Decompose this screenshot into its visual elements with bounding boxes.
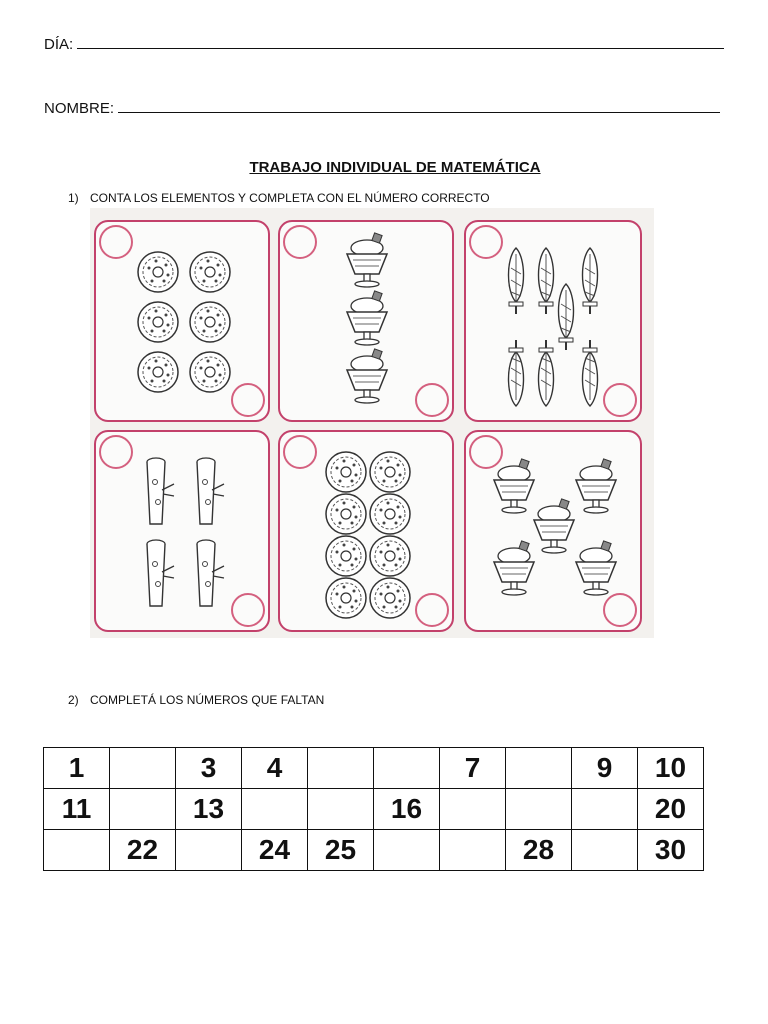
grid-cell: 30 xyxy=(638,830,704,871)
grid-cell: 22 xyxy=(110,830,176,871)
day-field xyxy=(44,36,724,53)
grid-cell-empty[interactable] xyxy=(572,830,638,871)
name-field xyxy=(44,100,720,117)
log-icon xyxy=(96,432,272,634)
grid-cell: 25 xyxy=(308,830,374,871)
grid-cell: 4 xyxy=(242,748,308,789)
grid-cell: 28 xyxy=(506,830,572,871)
grid-cell-empty[interactable] xyxy=(308,748,374,789)
grid-row xyxy=(44,748,704,789)
feather-icon xyxy=(466,222,644,424)
card-donuts-6 xyxy=(94,220,270,422)
grid-cell-empty[interactable] xyxy=(242,789,308,830)
grid-cell: 11 xyxy=(44,789,110,830)
card-logs-4 xyxy=(94,430,270,632)
card-donuts-8 xyxy=(278,430,454,632)
day-input-line[interactable] xyxy=(77,36,724,49)
number-grid xyxy=(43,747,704,871)
page-title: TRABAJO INDIVIDUAL DE MATEMÁTICA xyxy=(249,159,541,176)
exercise-2-text: COMPLETÁ LOS NÚMEROS QUE FALTAN xyxy=(90,693,325,707)
grid-cell: 10 xyxy=(638,748,704,789)
exercise-1-instruction xyxy=(68,191,490,205)
exercise-1-number: 1) xyxy=(68,191,79,205)
grid-cell-empty[interactable] xyxy=(506,789,572,830)
grid-cell-empty[interactable] xyxy=(308,789,374,830)
grid-row xyxy=(44,830,704,871)
card-feathers-7 xyxy=(464,220,642,422)
grid-row xyxy=(44,789,704,830)
counting-panel xyxy=(90,208,654,638)
grid-cell: 24 xyxy=(242,830,308,871)
grid-cell-empty[interactable] xyxy=(110,748,176,789)
grid-cell-empty[interactable] xyxy=(506,748,572,789)
name-input-line[interactable] xyxy=(118,100,720,113)
ice-cream-cup-icon xyxy=(466,432,644,634)
grid-cell-empty[interactable] xyxy=(440,789,506,830)
donut-icon xyxy=(280,432,456,634)
grid-cell: 7 xyxy=(440,748,506,789)
grid-cell: 16 xyxy=(374,789,440,830)
name-label: NOMBRE: xyxy=(44,100,115,117)
grid-cell-empty[interactable] xyxy=(176,830,242,871)
grid-cell-empty[interactable] xyxy=(440,830,506,871)
grid-cell: 1 xyxy=(44,748,110,789)
grid-cell-empty[interactable] xyxy=(572,789,638,830)
grid-cell: 13 xyxy=(176,789,242,830)
day-label: DÍA: xyxy=(44,36,74,53)
exercise-2-instruction xyxy=(68,693,324,707)
exercise-1-text: CONTA LOS ELEMENTOS Y COMPLETA CON EL NÚMERO CORRECTO xyxy=(90,191,490,205)
grid-cell: 9 xyxy=(572,748,638,789)
donut-icon xyxy=(96,222,272,424)
grid-cell: 3 xyxy=(176,748,242,789)
exercise-2-number: 2) xyxy=(68,693,79,707)
card-icecream-5 xyxy=(464,430,642,632)
grid-cell-empty[interactable] xyxy=(110,789,176,830)
grid-cell: 20 xyxy=(638,789,704,830)
card-icecream-3 xyxy=(278,220,454,422)
grid-cell-empty[interactable] xyxy=(374,748,440,789)
ice-cream-cup-icon xyxy=(280,222,456,424)
grid-cell-empty[interactable] xyxy=(374,830,440,871)
grid-cell-empty[interactable] xyxy=(44,830,110,871)
